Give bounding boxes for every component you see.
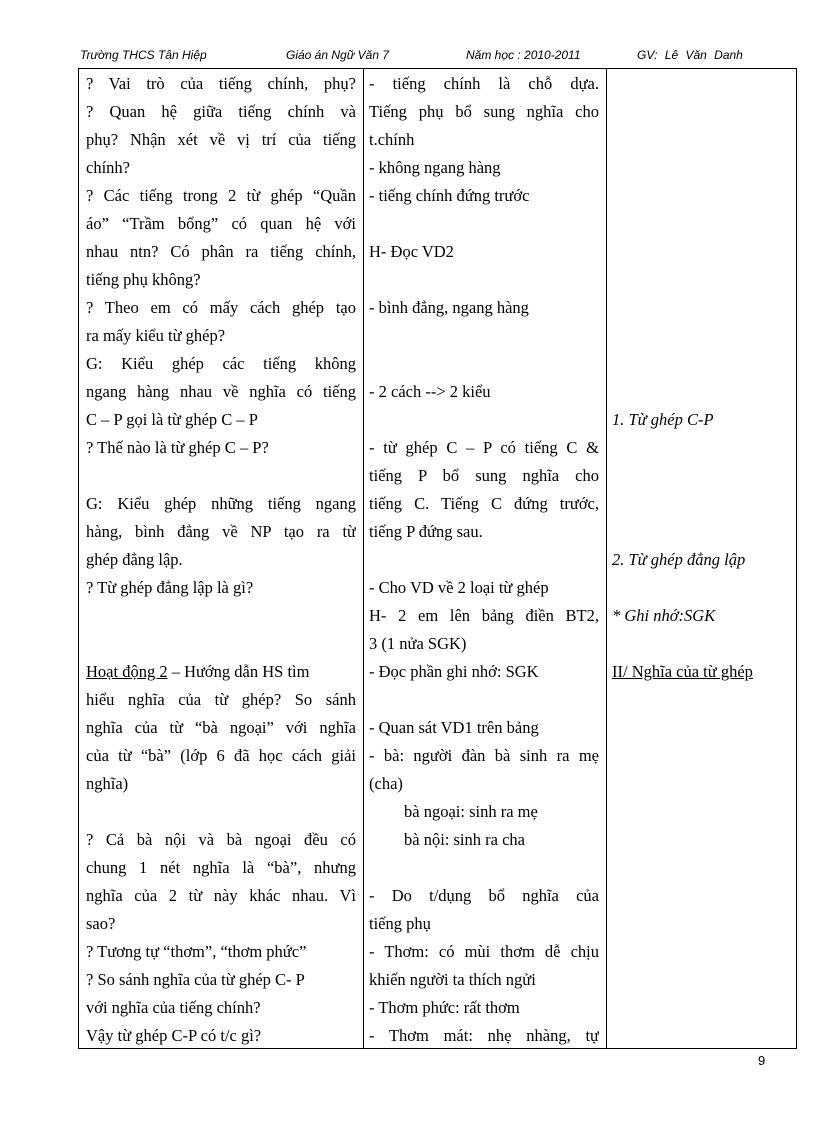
column-divider (363, 68, 364, 1048)
section-heading-cp: 1. Từ ghép C-P (612, 410, 714, 429)
question-line: áo” “Trầm bổng” có quan hệ với (86, 214, 356, 233)
question-line: ? Vai trò của tiếng chính, phụ? (86, 74, 356, 93)
answer-line: - 2 cách --> 2 kiểu (369, 382, 491, 401)
column-divider (606, 68, 607, 1048)
answer-line: Tiếng phụ bổ sung nghĩa cho (369, 102, 599, 121)
question-line: nghĩa của từ “bà ngoại” với nghĩa (86, 718, 356, 737)
answer-line: - Cho VD về 2 loại từ ghép (369, 578, 549, 597)
question-line: hiểu nghĩa của từ ghép? So sánh (86, 690, 356, 709)
answer-line: - bình đẳng, ngang hàng (369, 298, 529, 317)
answer-line: - tiếng chính là chỗ dựa. (369, 74, 599, 93)
question-line: với nghĩa của tiếng chính? (86, 998, 261, 1017)
memo-note: * Ghi nhớ:SGK (612, 606, 716, 625)
question-line: ? Quan hệ giữa tiếng chính và (86, 102, 356, 121)
answer-line: - Do t/dụng bổ nghĩa của (369, 886, 599, 905)
question-line: ? Các tiếng trong 2 từ ghép “Quần (86, 186, 356, 205)
answer-line: bà nội: sinh ra cha (404, 830, 525, 849)
header-year: Năm học : 2010-2011 (466, 48, 581, 62)
section-heading-dang-lap: 2. Từ ghép đẳng lập (612, 550, 746, 569)
answer-line: tiếng C. Tiếng C đứng trước, (369, 494, 599, 513)
activity-heading: Hoạt động 2 (86, 662, 168, 681)
question-line: của từ “bà” (lớp 6 đã học cách giải (86, 746, 356, 765)
header-plan: Giáo án Ngữ Văn 7 (286, 48, 390, 62)
answer-line: - Thơm mát: nhẹ nhàng, tự (369, 1026, 599, 1045)
question-line: ? Tương tự “thơm”, “thơm phức” (86, 942, 307, 961)
question-line: sao? (86, 914, 116, 933)
question-line: tiếng phụ không? (86, 270, 201, 289)
question-line: ? Thế nào là từ ghép C – P? (86, 438, 269, 457)
question-line: C – P gọi là từ ghép C – P (86, 410, 258, 429)
question-line: nghĩa) (86, 774, 129, 793)
question-line: ngang hàng nhau về nghĩa có tiếng (86, 382, 356, 401)
answer-line: - tiếng chính đứng trước (369, 186, 530, 205)
answer-line: - không ngang hàng (369, 158, 501, 177)
question-line: ghép đẳng lập. (86, 550, 183, 569)
answer-line: tiếng P đứng sau. (369, 522, 483, 541)
answer-line: - Thơm: có mùi thơm dễ chịu (369, 942, 599, 961)
answer-line: H- 2 em lên bảng điền BT2, (369, 606, 599, 625)
answer-line: - Thơm phức: rất thơm (369, 998, 520, 1017)
activity-text: – Hướng dẫn HS tìm (167, 662, 310, 681)
question-line: ra mấy kiểu từ ghép? (86, 326, 226, 345)
answer-line: - Quan sát VD1 trên bảng (369, 718, 539, 737)
question-line: nghĩa của 2 từ này khác nhau. Vì (86, 886, 356, 905)
answer-line: - bà: người đàn bà sinh ra mẹ (369, 746, 599, 765)
answer-line: tiếng P bổ sung nghĩa cho (369, 466, 599, 485)
section-heading-meaning: II/ Nghĩa của từ ghép (612, 662, 753, 681)
answer-line: - Đọc phần ghi nhớ: SGK (369, 662, 539, 681)
answer-line: (cha) (369, 774, 403, 793)
question-line: chung 1 nét nghĩa là “bà”, nhưng (86, 858, 356, 877)
answer-line: t.chính (369, 130, 415, 149)
answer-line: khiến người ta thích ngửi (369, 970, 536, 989)
answer-line: H- Đọc VD2 (369, 242, 454, 261)
question-line: ? Cả bà nội và bà ngoại đều có (86, 830, 356, 849)
answer-line: tiếng phụ (369, 914, 431, 933)
header-school: Trường THCS Tân Hiệp (80, 48, 207, 62)
question-line: ? Từ ghép đẳng lập là gì? (86, 578, 254, 597)
question-line: G: Kiểu ghép những tiếng ngang (86, 494, 356, 513)
question-line: nhau ntn? Có phân ra tiếng chính, (86, 242, 356, 261)
question-line: G: Kiểu ghép các tiếng không (86, 354, 356, 373)
question-line: hàng, bình đẳng về NP tạo ra từ (86, 522, 356, 541)
question-line: ? So sánh nghĩa của từ ghép C- P (86, 970, 305, 989)
answer-line: bà ngoại: sinh ra mẹ (404, 802, 538, 821)
question-line: Vậy từ ghép C-P có t/c gì? (86, 1026, 262, 1045)
header-teacher: GV: Lê Văn Danh (637, 48, 743, 62)
question-line: chính? (86, 158, 130, 177)
question-line: ? Theo em có mấy cách ghép tạo (86, 298, 356, 317)
answer-line: 3 (1 nửa SGK) (369, 634, 467, 653)
activity-heading-line (86, 658, 356, 686)
question-line: phụ? Nhận xét về vị trí của tiếng (86, 130, 356, 149)
page-header (80, 48, 780, 66)
page-number: 9 (758, 1053, 766, 1068)
answer-line: - từ ghép C – P có tiếng C & (369, 438, 599, 457)
